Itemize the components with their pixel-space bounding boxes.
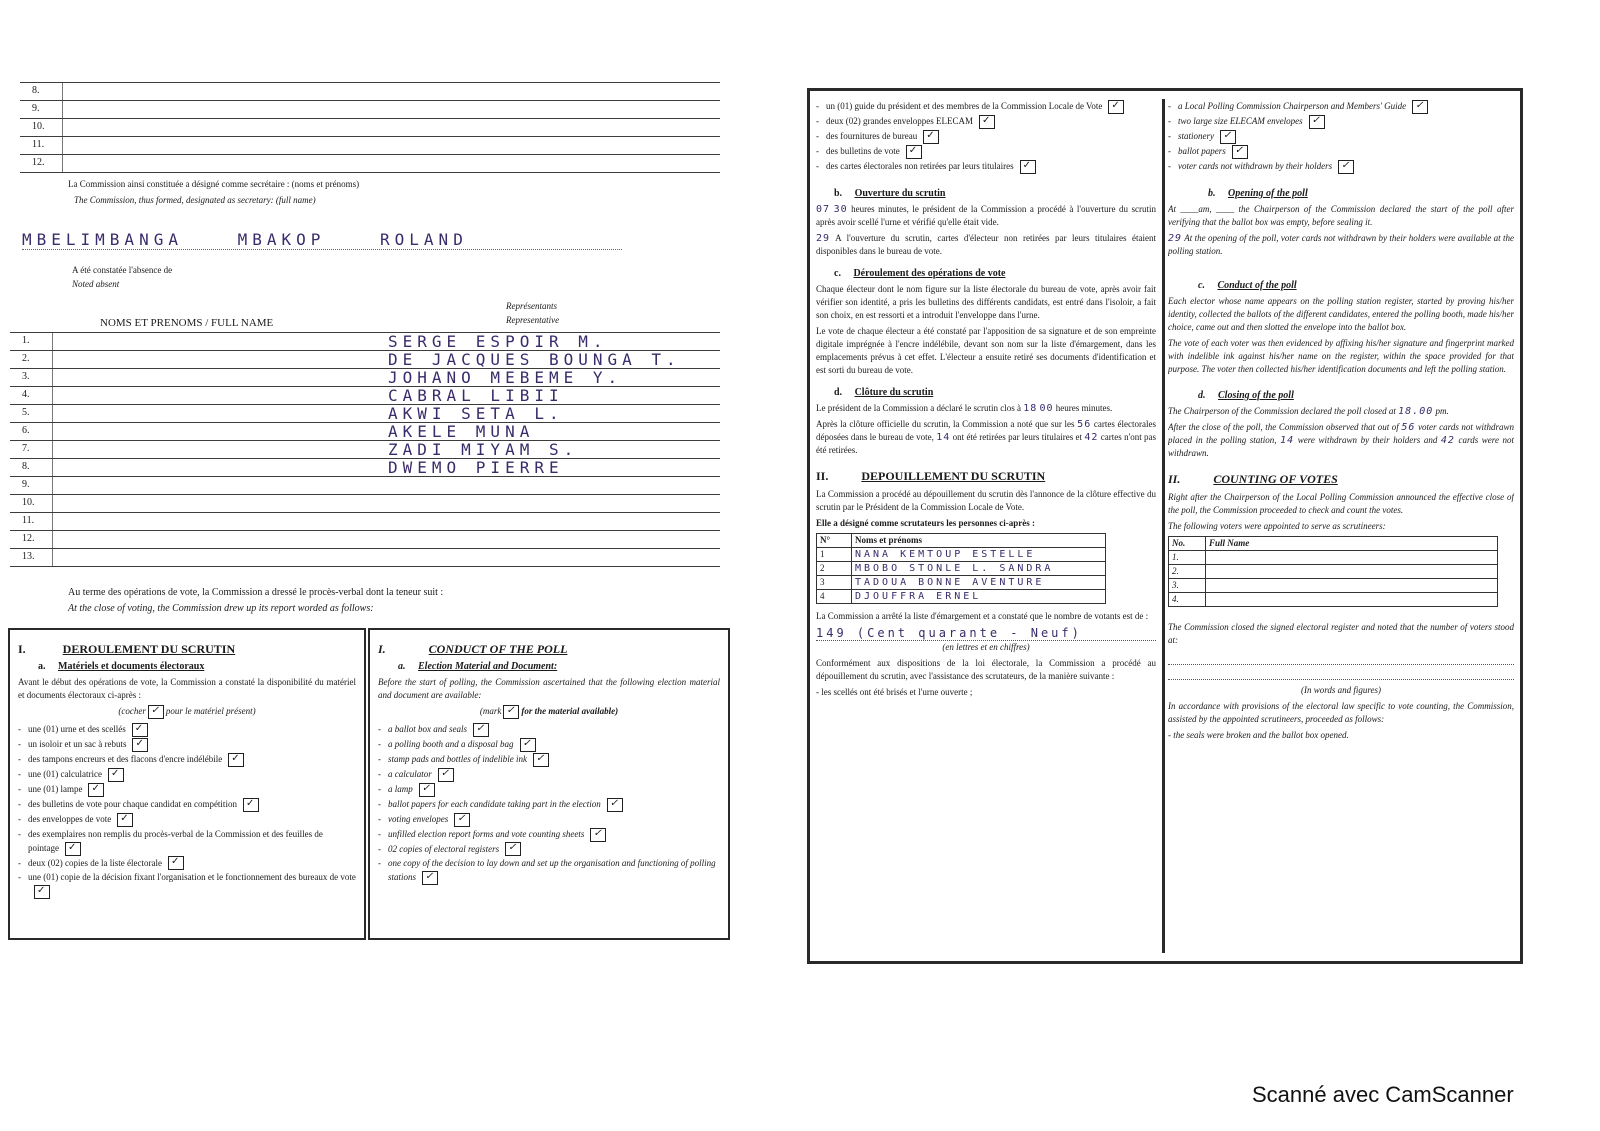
closing-title: [1198, 390, 1514, 401]
item-text: un isoloir et un sac à rebuts: [28, 738, 127, 749]
check-note: [378, 705, 720, 719]
reps-col-rep-en: Representative: [506, 315, 560, 325]
closing-text-c: Après la clôture officielle du scrutin, la Commission a noté que sur les: [816, 418, 1075, 429]
checkbox[interactable]: ✓: [168, 856, 184, 870]
opening-minutes: 30: [833, 203, 848, 215]
opening-title: [1208, 188, 1514, 199]
checkbox[interactable]: ✓: [473, 723, 489, 737]
table-row: [10, 422, 720, 440]
voters-count-value: 149 (Cent quarante - Neuf): [816, 626, 1156, 641]
row-number: 12.: [32, 157, 45, 168]
counting-paragraph-2: The following voters were appointed to serve as scrutineers:: [1168, 520, 1386, 531]
row-number: 10.: [22, 497, 35, 508]
row-number: 1.: [1169, 550, 1206, 564]
list-item: [18, 782, 356, 797]
secretary-label-fr: La Commission ainsi constituée a désigné comme secrétaire : (noms et prénoms): [68, 179, 360, 189]
item-text: une (01) urne et des scellés: [28, 724, 126, 734]
checkbox[interactable]: ✓: [454, 813, 470, 827]
close-statement-en: At the close of voting, the Commission drew up its report worded as follows:: [68, 603, 374, 614]
section-title-fr: [18, 642, 356, 657]
closing-text-f: cards were not withdrawn.: [1168, 434, 1514, 458]
closing-text-e: ont été retirées par leurs titulaires et: [952, 431, 1083, 442]
table-row: [817, 561, 1106, 575]
list-item: [18, 737, 356, 752]
subsection-letter: c.: [1198, 279, 1205, 291]
opening-cards-paragraph: [1168, 232, 1514, 258]
item-text: a polling booth and a disposal bag: [388, 738, 514, 749]
row-number: 4.: [22, 389, 30, 400]
en-top-items: [1168, 99, 1514, 174]
checkbox[interactable]: ✓: [1309, 115, 1325, 129]
opening-title: [834, 188, 1156, 199]
subsection-letter: b.: [1208, 187, 1216, 199]
section-title: DEPOUILLEMENT DU SCRUTIN: [861, 468, 1046, 483]
checkbox[interactable]: ✓: [132, 738, 148, 752]
opening-cards-text: A l'ouverture du scrutin, cartes d'électeur non retirées par leurs titulaires étaient disponibles dans le bureau de vote.: [816, 232, 1156, 256]
closing-text-d: voter cards not withdrawn placed in the polling station,: [1168, 421, 1514, 445]
counting-paragraph-1: La Commission a procédé au dépouillement du scrutin dès l'annonce de la clôture effective du scrutin par le Président de la Commission Locale de Vote.: [816, 488, 1156, 512]
table-row: [10, 512, 720, 530]
counting-paragraph-3: La Commission a arrêté la liste d'émargement et a constaté que le nombre de votants est de :: [816, 610, 1149, 621]
row-number: 4: [817, 589, 852, 603]
opening-text: heures minutes, le président de la Commission a procédé à l'ouverture du scrutin après avoir scellé l'urne et vérifié qu'elle était vide.: [816, 203, 1157, 227]
closing-time: 18.00: [1398, 405, 1434, 417]
closing-text-a: Le président de la Commission a déclaré le scrutin clos à: [816, 402, 1021, 413]
list-item: [1168, 99, 1514, 114]
subsection-text: Closing of the poll: [1218, 389, 1294, 401]
checkbox[interactable]: ✓: [1232, 145, 1248, 159]
rep-name: DWEMO PIERRE: [388, 458, 564, 477]
checkbox[interactable]: ✓: [503, 705, 519, 719]
intro-paragraph: Before the start of polling, the Commission ascertained that the following election material and document are available:: [378, 677, 720, 700]
counting-paragraph-1: Right after the Chairperson of the Local Polling Commission announced the effective close of the poll, the Commission proceeded to check and count the votes.: [1168, 491, 1514, 515]
closing-paragraph-2: [816, 418, 1156, 457]
checkbox[interactable]: ✓: [132, 723, 148, 737]
list-item: [1168, 159, 1514, 174]
closing-paragraph-1: [816, 402, 1156, 415]
counting-paragraph-2: Elle a désigné comme scrutateurs les personnes ci-après :: [816, 517, 1035, 528]
checkbox[interactable]: ✓: [979, 115, 995, 129]
scrutineer-name: [1206, 564, 1498, 578]
conduct-paragraph-2: The vote of each voter was then evidenced by affixing his/her signature and fingerprint marked with indelible ink against his/her name on the register, within the space provided for that purpose. The voter then collected his/her identification documents and left the polling station.: [1168, 337, 1514, 374]
list-item: [378, 842, 720, 857]
checkbox[interactable]: ✓: [438, 768, 454, 782]
conduct-title: [1198, 280, 1514, 291]
item-text: une (01) calculatrice: [28, 768, 102, 779]
check-note-b: for the material available): [521, 706, 619, 717]
conduct-en-panel: [368, 628, 730, 940]
conduct-paragraph-2: Le vote de chaque électeur a été constaté par l'apposition de sa signature et de son empreinte digitale imprégnée à l'encre indélébile, devant son nom sur la liste d'émargement, dans les emplacements prévus à cet effet. L'électeur a ensuite retiré ses documents d'identification et est sorti du bureau de vote.: [816, 325, 1156, 375]
checkbox[interactable]: ✓: [923, 130, 939, 144]
row-number: 2.: [1169, 564, 1206, 578]
voters-count-line: [1168, 650, 1514, 665]
checkbox[interactable]: ✓: [88, 783, 104, 797]
voters-note: (In words and figures): [1300, 684, 1382, 695]
list-item: [816, 144, 1156, 159]
item-text: 02 copies of electoral registers: [388, 843, 500, 854]
list-item: [378, 767, 720, 782]
checkbox[interactable]: ✓: [533, 753, 549, 767]
counting-title: [816, 469, 1156, 484]
item-text: deux (02) copies de la liste électorale: [28, 857, 162, 868]
section-number: II.: [1168, 471, 1181, 486]
section-title-en: [378, 642, 720, 657]
list-item: [378, 782, 720, 797]
checkbox[interactable]: ✓: [1108, 100, 1124, 114]
checkbox[interactable]: ✓: [607, 798, 623, 812]
closing-text-b: heures minutes.: [1055, 402, 1113, 413]
opening-cards-paragraph: [816, 232, 1156, 258]
rep-name: ZADI MIYAM S.: [388, 440, 579, 459]
checkbox[interactable]: ✓: [243, 798, 259, 812]
rep-name: SERGE ESPOIR M.: [388, 332, 608, 351]
ruled-row: [20, 82, 720, 100]
item-text: des fournitures de bureau: [826, 130, 918, 141]
checkbox[interactable]: ✓: [520, 738, 536, 752]
closing-title: [834, 387, 1156, 398]
conduct-fr-panel: [8, 628, 366, 940]
scrutineer-name: NANA KEMTOUP ESTELLE: [852, 547, 1106, 561]
subsection-text: Déroulement des opérations de vote: [853, 267, 1006, 279]
cards-withdrawn: 14: [1280, 434, 1295, 446]
checkbox[interactable]: ✓: [228, 753, 244, 767]
list-item: [378, 737, 720, 752]
row-number: 9.: [32, 103, 40, 114]
checkbox[interactable]: ✓: [1220, 130, 1236, 144]
item-text: a ballot box and seals: [388, 724, 467, 734]
item-text: a Local Polling Commission Chairperson and Members' Guide: [1178, 101, 1407, 111]
scrutineer-name: DJOUFFRA ERNEL: [852, 589, 1106, 603]
material-list: [378, 722, 720, 885]
counting-paragraph-4: In accordance with provisions of the electoral law specific to vote counting, the Commission, assisted by the appointed scrutineers, proceeded as follows:: [1168, 700, 1514, 724]
close-statement-fr: Au terme des opérations de vote, la Commission a dressé le procès-verbal dont la teneur suit :: [68, 587, 444, 598]
item-text: one copy of the decision to lay down and set up the organisation and functioning of polling stations: [388, 858, 716, 883]
checkbox[interactable]: ✓: [1020, 160, 1036, 174]
item-text: un (01) guide du président et des membres de la Commission Locale de Vote: [826, 101, 1103, 111]
subsection-title: [398, 661, 720, 672]
closing-text-d: cartes électorales déposées dans le bureau de vote,: [816, 418, 1157, 442]
cards-not-withdrawn: 42: [1084, 431, 1099, 443]
subsection-text: Clôture du scrutin: [854, 386, 934, 398]
item-text: des enveloppes de vote: [28, 813, 112, 824]
item-text: des exemplaires non remplis du procès-verbal de la Commission et des feuilles de pointage: [28, 828, 323, 853]
reps-col-name: NOMS ET PRENOMS / FULL NAME: [100, 317, 274, 329]
checkbox[interactable]: ✓: [505, 842, 521, 856]
check-note-b: pour le matériel présent): [165, 706, 256, 717]
row-number: 11.: [22, 515, 35, 526]
item-text: stationery: [1178, 130, 1214, 141]
right-fr-column: [816, 99, 1165, 953]
row-number: 2: [817, 561, 852, 575]
rep-name: AKELE MUNA: [388, 422, 535, 441]
item-text: des bulletins de vote pour chaque candidat en compétition: [28, 798, 237, 809]
list-item: [816, 114, 1156, 129]
checkbox[interactable]: ✓: [422, 871, 438, 885]
item-text: a calculator: [388, 768, 432, 779]
opening-cards-text: At the opening of the poll, voter cards not withdrawn by their holders were available at the polling station.: [1168, 232, 1514, 256]
item-text: voting envelopes: [388, 813, 449, 824]
ruled-row: [20, 154, 720, 173]
table-row: [10, 458, 720, 476]
list-item: [18, 856, 356, 871]
section-title: CONDUCT OF THE POLL: [428, 642, 568, 656]
section-title: DEROULEMENT DU SCRUTIN: [62, 642, 236, 656]
checkbox[interactable]: ✓: [117, 813, 133, 827]
table-row: [10, 494, 720, 512]
counting-paragraph-3: The Commission closed the signed electoral register and noted that the number of voters stood at:: [1168, 621, 1514, 645]
opening-paragraph: At ____am, ____ the Chairperson of the Commission declared the start of the poll after verifying that the ballot box was empty, before sealing it.: [1168, 203, 1514, 227]
scrutineer-name: [1206, 550, 1498, 564]
subsection-letter: a.: [398, 661, 406, 672]
check-note: [18, 705, 356, 719]
list-item: [18, 752, 356, 767]
row-number: 3.: [22, 371, 30, 382]
list-item: [378, 812, 720, 827]
camscanner-watermark: Scanné avec CamScanner: [1252, 1082, 1514, 1107]
reps-col-rep-fr: Représentants: [506, 301, 557, 311]
ruled-row: [20, 100, 720, 118]
subsection-text: Election Material and Document:: [418, 661, 558, 672]
cards-available-count: 29: [816, 232, 831, 244]
checkbox[interactable]: ✓: [108, 768, 124, 782]
row-number: 8.: [22, 461, 30, 472]
cards-available-count: 29: [1168, 232, 1183, 244]
table-row: [10, 530, 720, 548]
subsection-text: Matériels et documents électoraux: [58, 661, 205, 672]
row-number: 3.: [1169, 578, 1206, 592]
scrutineers-table: [1168, 536, 1498, 607]
section-number: II.: [816, 468, 829, 483]
item-text: stamp pads and bottles of indelible ink: [388, 753, 527, 764]
table-row: [1169, 564, 1498, 578]
opening-paragraph: [816, 203, 1156, 229]
item-text: une (01) lampe: [28, 783, 83, 794]
table-header-row: [817, 533, 1106, 547]
item-text: deux (02) grandes enveloppes ELECAM: [826, 115, 973, 126]
voters-note: (en lettres et en chiffres): [942, 641, 1030, 652]
table-row: [10, 332, 720, 350]
absence-label-en: Noted absent: [72, 279, 120, 289]
list-item: [378, 856, 720, 885]
item-text: two large size ELECAM envelopes: [1178, 115, 1303, 126]
section-number: I.: [18, 642, 26, 656]
list-item: [18, 722, 356, 737]
table-row: [1169, 578, 1498, 592]
table-row: [1169, 550, 1498, 564]
table-row: [10, 476, 720, 494]
top-ruled-rows: [20, 82, 720, 173]
conduct-title: [834, 268, 1156, 279]
closing-minutes: 00: [1039, 402, 1054, 414]
scrutineer-name: [1206, 592, 1498, 606]
row-number: 13.: [22, 551, 35, 562]
checkbox[interactable]: ✓: [1338, 160, 1354, 174]
secretary-name: MBELIMBANGA MBAKOP ROLAND: [22, 230, 622, 250]
list-item: [1168, 114, 1514, 129]
subsection-letter: b.: [834, 187, 843, 199]
checkbox[interactable]: ✓: [65, 842, 81, 856]
cards-deposited: 56: [1077, 418, 1092, 430]
rep-name: JOHANO MEBEME Y.: [388, 368, 623, 387]
fr-top-items: [816, 99, 1156, 174]
check-note-a: (mark: [479, 706, 502, 717]
scrutineer-name: TADOUA BONNE AVENTURE: [852, 575, 1106, 589]
table-row: [10, 548, 720, 567]
right-en-column: [1168, 99, 1514, 953]
row-number: 12.: [22, 533, 35, 544]
closing-text-e: were withdrawn by their holders and: [1297, 434, 1438, 445]
closing-text-f: cartes n'ont pas été retirées.: [816, 431, 1157, 455]
ruled-row: [20, 136, 720, 154]
rep-name: CABRAL LIBII: [388, 386, 564, 405]
section-number: I.: [378, 642, 386, 656]
conduct-paragraph-1: Chaque électeur dont le nom figure sur la liste électorale du bureau de vote, après avoir fait vérifier son identité, a pris les bulletins des différents candidats, est entré dans l'isoloir, a fait son choix, en est ressorti et a introduit l'enveloppe dans l'urne.: [816, 283, 1156, 320]
secretary-label-en: The Commission, thus formed, designated as secretary: (full name): [74, 195, 316, 205]
cards-withdrawn: 14: [936, 431, 951, 443]
row-number: 3: [817, 575, 852, 589]
conduct-paragraph-1: Each elector whose name appears on the polling station register, started by proving his/her identity, collected the ballots of the different candidates, entered the polling booth, made his/her choice, came out and then slotted the envelope into the ballot box.: [1168, 295, 1514, 332]
list-item: [816, 159, 1156, 174]
table-row: [10, 440, 720, 458]
table-row: [817, 547, 1106, 561]
right-page: [807, 88, 1523, 964]
closing-hour: 18: [1023, 402, 1038, 414]
subsection-letter: a.: [38, 661, 46, 672]
subsection-letter: d.: [1198, 389, 1206, 401]
cards-deposited: 56: [1401, 421, 1416, 433]
col-name: Noms et prénoms: [852, 533, 1106, 547]
counting-paragraph-5: - the seals were broken and the ballot box opened.: [1168, 729, 1349, 740]
reps-table: [10, 332, 720, 567]
list-item: [1168, 144, 1514, 159]
scrutineer-name: MBOBO STONLE L. SANDRA: [852, 561, 1106, 575]
table-row: [10, 386, 720, 404]
table-row: [10, 404, 720, 422]
col-no: No.: [1169, 536, 1206, 550]
checkbox[interactable]: ✓: [906, 145, 922, 159]
col-name: Full Name: [1206, 536, 1498, 550]
subsection-letter: c.: [834, 267, 841, 279]
table-row: [1169, 592, 1498, 606]
item-text: des bulletins de vote: [826, 145, 900, 156]
table-row: [10, 368, 720, 386]
list-item: [18, 797, 356, 812]
row-number: 2.: [22, 353, 30, 364]
row-number: 1: [817, 547, 852, 561]
list-item: [18, 827, 356, 856]
intro-paragraph: Avant le début des opérations de vote, la Commission a constaté la disponibilité du matériel et documents électoraux ci-après :: [18, 677, 356, 700]
list-item: [378, 827, 720, 842]
cards-not-withdrawn: 42: [1440, 434, 1455, 446]
closing-paragraph-2: [1168, 421, 1514, 460]
table-row: [817, 575, 1106, 589]
ruled-row: [20, 118, 720, 136]
item-text: unfilled election report forms and vote counting sheets: [388, 828, 585, 839]
subsection-text: Ouverture du scrutin: [854, 187, 946, 199]
item-text: voter cards not withdrawn by their holders: [1178, 160, 1333, 171]
list-item: [18, 870, 356, 899]
subsection-text: Conduct of the poll: [1217, 279, 1297, 291]
closing-text-a: The Chairperson of the Commission declared the poll closed at: [1168, 405, 1396, 416]
list-item: [378, 752, 720, 767]
row-number: 1.: [22, 335, 30, 346]
section-title: COUNTING OF VOTES: [1213, 471, 1338, 486]
item-text: une (01) copie de la décision fixant l'organisation et le fonctionnement des bureaux de vote: [28, 872, 356, 883]
closing-text-b: pm.: [1435, 405, 1449, 416]
row-number: 8.: [32, 85, 40, 96]
subsection-letter: d.: [834, 386, 843, 398]
checkbox[interactable]: ✓: [148, 705, 164, 719]
row-number: 9.: [22, 479, 30, 490]
scrutineers-table: [816, 533, 1106, 604]
row-number: 6.: [22, 425, 30, 436]
row-number: 10.: [32, 121, 45, 132]
subsection-title: [38, 661, 356, 672]
table-row: [10, 350, 720, 368]
checkbox[interactable]: ✓: [590, 828, 606, 842]
row-number: 7.: [22, 443, 30, 454]
item-text: des cartes électorales non retirées par leurs titulaires: [826, 160, 1014, 171]
list-item: [378, 722, 720, 737]
row-number: 11.: [32, 139, 45, 150]
closing-text-c: After the close of the poll, the Commission observed that out of: [1168, 421, 1399, 432]
list-item: [378, 797, 720, 812]
rep-name: DE JACQUES BOUNGA T.: [388, 350, 681, 369]
closing-paragraph-1: [1168, 405, 1514, 418]
check-note-a: (cocher: [118, 706, 146, 717]
left-page: [16, 82, 732, 962]
item-text: ballot papers: [1178, 145, 1226, 156]
item-text: a lamp: [388, 783, 413, 794]
counting-paragraph-4: Conformément aux dispositions de la loi électorale, la Commission a procédé au dépouillement du scrutin, avec l'assistance des scrutateurs, de la manière suivante :: [816, 657, 1156, 681]
counting-title: [1168, 472, 1514, 487]
item-text: des tampons encreurs et des flacons d'encre indélébile: [28, 753, 223, 764]
item-text: ballot papers for each candidate taking part in the election: [388, 798, 601, 809]
list-item: [18, 767, 356, 782]
checkbox[interactable]: ✓: [34, 885, 50, 899]
absence-label-fr: A été constatée l'absence de: [72, 265, 173, 275]
counting-paragraph-5: - les scellés ont été brisés et l'urne ouverte ;: [816, 686, 973, 697]
subsection-text: Opening of the poll: [1228, 187, 1308, 199]
list-item: [816, 129, 1156, 144]
checkbox[interactable]: ✓: [1412, 100, 1428, 114]
list-item: [816, 99, 1156, 114]
table-header-row: [1169, 536, 1498, 550]
col-no: N°: [817, 533, 852, 547]
voters-count-line: [1168, 665, 1514, 680]
rep-name: AKWI SETA L.: [388, 404, 564, 423]
material-list: [18, 722, 356, 899]
row-number: 4.: [1169, 592, 1206, 606]
list-item: [1168, 129, 1514, 144]
list-item: [18, 812, 356, 827]
row-number: 5.: [22, 407, 30, 418]
checkbox[interactable]: ✓: [419, 783, 435, 797]
opening-hour: 07: [816, 203, 831, 215]
table-row: [817, 589, 1106, 603]
scrutineer-name: [1206, 578, 1498, 592]
